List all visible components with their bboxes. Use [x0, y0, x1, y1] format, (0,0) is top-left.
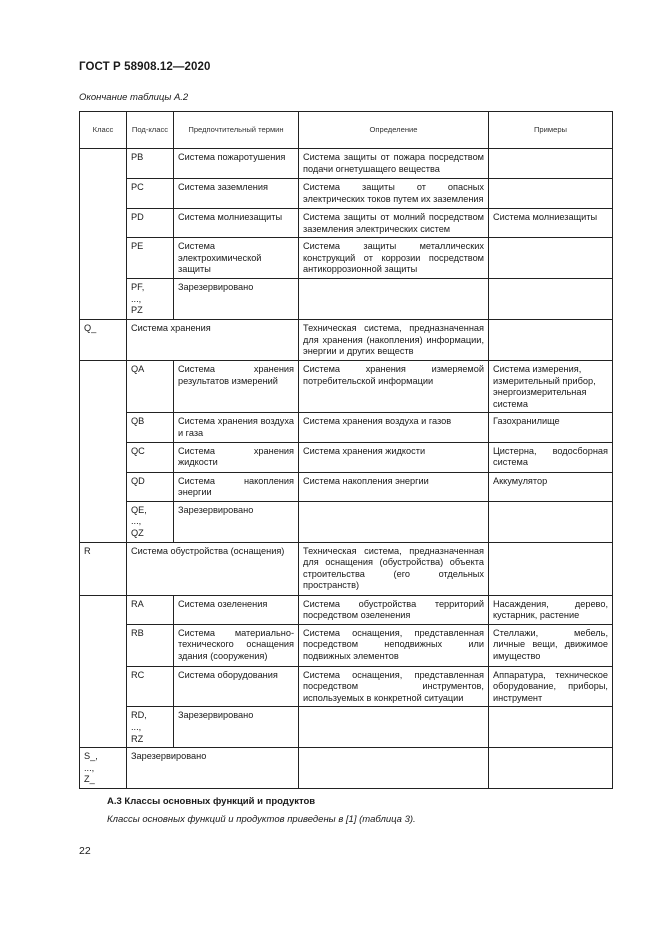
- definition-cell: Система обустройства территорий посредством озеленения: [299, 595, 489, 624]
- subclass-range-cell: PF, ..., PZ: [127, 279, 174, 320]
- examples-cell: Насаждения, дерево, кустарник, растение: [489, 595, 613, 624]
- term-cell: Система озеленения: [174, 595, 299, 624]
- subclass-cell: PC: [127, 179, 174, 209]
- header-examples: Примеры: [489, 112, 613, 149]
- table-row: [80, 179, 613, 209]
- term-cell: Зарезервировано: [174, 279, 299, 320]
- definition-cell: [299, 748, 489, 789]
- definition-cell: [299, 501, 489, 542]
- subclass-range-cell: QE, ..., QZ: [127, 501, 174, 542]
- term-cell: Система молниезащиты: [174, 209, 299, 238]
- subclass-cell: RA: [127, 595, 174, 624]
- term-cell: Зарезервировано: [127, 748, 299, 789]
- definition-cell: Система оснащения, представленная посредством инструментов, используемых в конкретной ситуации: [299, 666, 489, 707]
- definition-cell: Техническая система, предназначенная для хранения (накопления) информации, энергии и других веществ: [299, 319, 489, 360]
- class-cell: [80, 595, 127, 748]
- examples-cell: [489, 707, 613, 748]
- subclass-cell: PD: [127, 209, 174, 238]
- table-row: [80, 360, 613, 412]
- class-cell: [80, 360, 127, 542]
- examples-cell: [489, 279, 613, 320]
- subclass-range-cell: RD, ..., RZ: [127, 707, 174, 748]
- term-cell: Система заземления: [174, 179, 299, 209]
- table-row: [80, 319, 613, 360]
- definition-cell: Система защиты от пожара посредством подачи огнетушащего вещества: [299, 149, 489, 179]
- definition-cell: Система защиты от молний посредством заземления электрических систем: [299, 209, 489, 238]
- table-row: [80, 624, 613, 666]
- definition-cell: Система хранения воздуха и газов: [299, 413, 489, 442]
- examples-cell: [489, 748, 613, 789]
- term-cell: Зарезервировано: [174, 501, 299, 542]
- subclass-cell: QD: [127, 472, 174, 501]
- subclass-cell: QC: [127, 442, 174, 472]
- examples-cell: [489, 238, 613, 279]
- term-cell: Система хранения жидкости: [174, 442, 299, 472]
- subclass-cell: QB: [127, 413, 174, 442]
- term-cell: Система хранения: [127, 319, 299, 360]
- section-heading: А.3 Классы основных функций и продуктов: [107, 796, 316, 807]
- subclass-cell: RC: [127, 666, 174, 707]
- table-row: [80, 238, 613, 279]
- table-row: [80, 707, 613, 748]
- class-cell: R: [80, 542, 127, 595]
- table-header-row: [80, 112, 613, 149]
- classification-table: [79, 111, 613, 789]
- examples-cell: Цистерна, водосборная система: [489, 442, 613, 472]
- table-row: [80, 279, 613, 320]
- subclass-cell: QA: [127, 360, 174, 412]
- examples-cell: Аппаратура, техническое оборудование, приборы, инструмент: [489, 666, 613, 707]
- definition-cell: Система оснащения, представленная посредством неподвижных или подвижных элементов: [299, 624, 489, 666]
- examples-cell: Аккумулятор: [489, 472, 613, 501]
- examples-cell: [489, 542, 613, 595]
- term-cell: Система накопления энергии: [174, 472, 299, 501]
- subclass-cell: PE: [127, 238, 174, 279]
- table-row: [80, 209, 613, 238]
- page-number: 22: [79, 845, 91, 857]
- definition-cell: Система хранения жидкости: [299, 442, 489, 472]
- examples-cell: [489, 319, 613, 360]
- term-cell: Система обустройства (оснащения): [127, 542, 299, 595]
- class-cell: [80, 149, 127, 320]
- table-row: [80, 472, 613, 501]
- header-subclass: Под-класс: [127, 112, 174, 149]
- definition-cell: [299, 707, 489, 748]
- table-row: [80, 501, 613, 542]
- definition-cell: Система накопления энергии: [299, 472, 489, 501]
- examples-cell: Система измерения, измерительный прибор, энергоизмерительная система: [489, 360, 613, 412]
- subclass-cell: RB: [127, 624, 174, 666]
- table-row: [80, 413, 613, 442]
- standard-id: ГОСТ Р 58908.12—2020: [79, 61, 211, 73]
- header-term: Предпочтительный термин: [174, 112, 299, 149]
- examples-cell: [489, 179, 613, 209]
- table-row: [80, 748, 613, 789]
- examples-cell: Газохранилище: [489, 413, 613, 442]
- definition-cell: Система хранения измеряемой потребительской информации: [299, 360, 489, 412]
- class-cell: Q_: [80, 319, 127, 360]
- examples-cell: Стеллажи, мебель, личные вещи, движимое имущество: [489, 624, 613, 666]
- term-cell: Система электрохимической защиты: [174, 238, 299, 279]
- class-range-cell: S_, ..., Z_: [80, 748, 127, 789]
- table-row: [80, 595, 613, 624]
- term-cell: Система пожаротушения: [174, 149, 299, 179]
- term-cell: Система хранения результатов измерений: [174, 360, 299, 412]
- definition-cell: [299, 279, 489, 320]
- term-cell: Система хранения воздуха и газа: [174, 413, 299, 442]
- table-row: [80, 442, 613, 472]
- term-cell: Система материально-технического оснащения здания (сооружения): [174, 624, 299, 666]
- subclass-cell: PB: [127, 149, 174, 179]
- table-row: [80, 666, 613, 707]
- header-class: Класс: [80, 112, 127, 149]
- header-definition: Определение: [299, 112, 489, 149]
- table-row: [80, 149, 613, 179]
- examples-cell: [489, 149, 613, 179]
- definition-cell: Система защиты металлических конструкций от коррозии посредством антикоррозионной защиты: [299, 238, 489, 279]
- examples-cell: Система молниезащиты: [489, 209, 613, 238]
- table-caption: Окончание таблицы А.2: [79, 92, 189, 103]
- definition-cell: Система защиты от опасных электрических токов путем их заземления: [299, 179, 489, 209]
- term-cell: Система оборудования: [174, 666, 299, 707]
- definition-cell: Техническая система, предназначенная для оснащения (обустройства) объекта строительства (его отдельных пространств): [299, 542, 489, 595]
- examples-cell: [489, 501, 613, 542]
- section-paragraph: Классы основных функций и продуктов приведены в [1] (таблица 3).: [107, 814, 416, 825]
- term-cell: Зарезервировано: [174, 707, 299, 748]
- table-row: [80, 542, 613, 595]
